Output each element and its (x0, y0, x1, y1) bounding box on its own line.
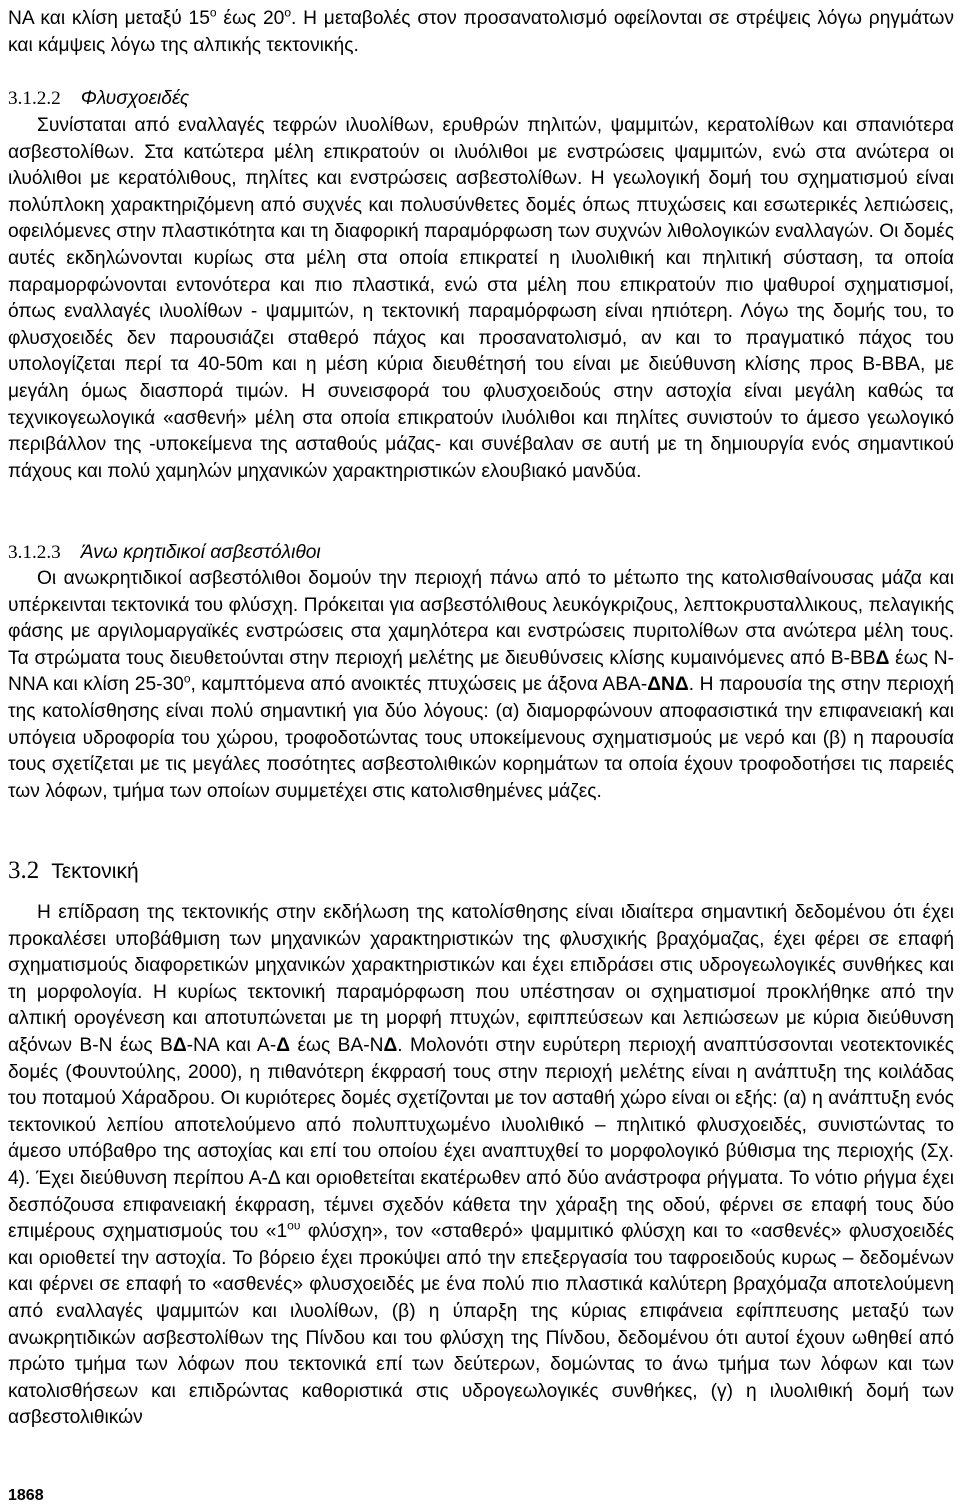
heading-number: 3.1.2.2 (8, 88, 61, 109)
paragraph-flysch-like: Συνίσταται από εναλλαγές τεφρών ιλυολίθων, ερυθρών πηλιτών, ψαμμιτών, κερατολίθων και σπανιότερα ασβεστολίθων. Στα κατώτερα μέλη επικρατούν οι ιλυόλιθοι με ενστρώσεις ψαμμιτών, ενώ στα ανώτερα οι ιλυόλιθοι με κερατόλιθους, πηλίτες και ενστρώσεις ασβεστολίθων. Η γεωλογική δομή του σχηματισμού είναι πολύπλοκη χαρακτηριζόμενη από συχνές και πολυσύνθετες δομές όπως πτυχώσεις και εσωτερικές λεπιώσεις, οφειλόμενες στην πλαστικότητα και τη διαφορική παραμόρφωση των συχνών λιθολογικών εναλλαγών. Οι δομές αυτές εκδηλώνονται κυρίως στα μέλη στα οποία επικρατεί η ιλυολιθική και πηλιτική σύσταση, τα οποία παραμορφώνονται εντονότερα και πιο πλαστικά, ενώ στα μέλη που επικρατούν πιο ψαθυροί σχηματισμοί, όπως εναλλαγές ιλυολίθων - ψαμμιτών, η τεκτονική παραμόρφωση είναι ηπιότερη. Λόγω της δομής του, το φλυσχοειδές δεν παρουσιάζει σταθερό πάχος και προσανατολισμό, αν και το πραγματικό πάχος του υπολογίζεται περί τα 40-50m και η μέση κύρια διευθέτησή του είναι με διεύθυνση κλίσης προς Β-ΒΒΑ, με μεγάλη όμως διασπορά τιμών. Η συνεισφορά του φλυσχοειδούς στην αστοχία είναι μεγάλη καθώς τα τεχνικογεωλογικά «ασθενή» μέλη στα οποία επικρατούν ιλυόλιθοι και πηλίτες συνιστούν το άμεσο γεωλογικό περιβάλλον της -υποκείμενα της ασταθούς μάζας- και συνέβαλαν σε αυτή με τη δημιουργία ενός σημαντικού πάχους και πολύ χαμηλών μηχανικών χαρακτηριστικών ελουβιακό μανδύα. (8, 115, 954, 482)
heading-number: 3.2 (8, 857, 40, 884)
paragraph-limestones: Οι ανωκρητιδικοί ασβεστόλιθοι δομούν την περιοχή πάνω από το μέτωπο της κατολισθαίνουσας μάζα και υπέρκεινται τεκτονικά του φλύσχη. Πρόκειται για ασβεστόλιθους λευκόγκριζους, λεπτοκρυσταλλικους, πελαγικής φάσης με αργιλομαργαϊκές ενστρώσεις στα χαμηλότερα και ενστρώσεις πυριτολίθων στα ανώτερα μέλη τους. Τα στρώματα τους διευθετούνται στην περιοχή μελέτης με διευθύνσεις κλίσης κυμαινόμενες από Β-ΒΒΔ έως Ν-ΝΝΑ και κλίση $25-30^o$, καμπτόμενα από ανοικτές πτυχώσεις με άξονα ΑΒΑ-ΔΝΔ. Η παρουσία της στην περιοχή της κατολίσθησης είναι πολύ σημαντική για δύο λόγους: (α) διαμορφώνουν αποφασιστικά την επιφανειακή και υπόγεια υδροφορία του χώρου, τροφοδοτώντας τους υποκείμενους σχηματισμούς με νερό και (β) η παρουσία τους σχετίζεται με τις μεγάλες ποσότητες ασβεστολιθικών κορημάτων τα οποία έχουν τροφοδοτήσει τις παρειές των λόφων, τμήμα των οποίων συμμετέχει στις κατολισθημένες μάζες. (8, 568, 955, 802)
heading-3-2 (8, 858, 139, 887)
page-number: 1868 (8, 1487, 44, 1504)
heading-3-1-2-2 (8, 86, 189, 113)
heading-title: Τεκτονική (51, 860, 139, 883)
top-fragment-paragraph: ΝΑ και κλίση μεταξύ $15^o$ έως $20^o$. Η μεταβολές στον προσανατολισμό οφείλονται σε στρέψεις λόγω ρηγμάτων και κάμψεις λόγω της αλπικής τεκτονικής. (8, 5, 954, 56)
heading-number: 3.1.2.3 (8, 542, 61, 563)
heading-3-1-2-3 (8, 540, 321, 567)
heading-title: Άνω κρητιδικοί ασβεστόλιθοι (80, 542, 321, 563)
heading-title: Φλυσχοειδές (80, 88, 190, 109)
paragraph-tectonics: Η επίδραση της τεκτονικής στην εκδήλωση της κατολίσθησης είναι ιδιαίτερα σημαντική δεδομένου ότι έχει προκαλέσει υποβάθμιση των μηχανικών χαρακτηριστικών της φλυσχικής βραχόμαζας, έχει φέρει σε επαφή σχηματισμούς διαφορετικών μηχανικών χαρακτηριστικών και έχει επιδράσει στις υδρογεωλογικές συνθήκες και τη μορφολογία. Η κυρίως τεκτονική παραμόρφωση που υπέστησαν οι σχηματισμοί προκλήθηκε από την αλπική ορογένεση και αποτυπώνεται με τη μορφή πτυχών, εφιππεύσεων και λεπιώσεων με κύρια διεύθυνση αξόνων Β-Ν έως ΒΔ-ΝΑ και Α-Δ έως ΒΑ-ΝΔ. Μολονότι στην ευρύτερη περιοχή αναπτύσσονται νεοτεκτονικές δομές (Φουντούλης, 2000), η πιθανότερη έκφρασή τους στην περιοχή μελέτης είναι η ανάπτυξη της κοιλάδας του ποταμού Χάραδρου. Οι κυριότερες δομές σχετίζονται με τον ασταθή χώρο είναι οι εξής: (α) η ανάπτυξη ενός τεκτονικού λεπίου αποτελούμενο από πολυπτυχωμένο ιλυολιθικό – πηλιτικό φλυσχοειδές, συνιστώντας το άμεσο υπόβαθρο της αστοχίας και επί του οποίου έχει αναπτυχθεί το μορφολογικό βύθισμα της περιοχής (Σχ. 4). Έχει διεύθυνση περίπου Α-Δ και οριοθετείται εκατέρωθεν από δύο ανάστροφα ρήγματα. Το νότιο ρήγμα έχει δεσπόζουσα επιφανειακή έκφραση, τέμνει σχεδόν κάθετα την χάραξη της οδού, φέρνει σε επαφή τους δύο επιμέρους σχηματισμούς του «$1^{o\upsilon}$ φλύσχη», τον «σταθερό» ψαμμιτικό φλύσχη και το «ασθενές» φλυσχοειδές και οριοθετεί την αστοχία. Το βόρειο έχει προκύψει από την επεξεργασία του ταφροειδούς κυρως – δεδομένων και φέρνει σε επαφή το «ασθενές» φλυσχοειδές με ένα πολύ πιο πλαστικά καλύτερη βραχόμαζα αποτελούμενη από εναλλαγές ψαμμιτών και ιλυολίθων, (β) η ύπαρξη της κύριας επιφάνεια εφίππευσης μεταξύ των ανωκρητιδικών ασβεστολίθων της Πίνδου και του φλύσχη της Πίνδου, δεδομένου ότι αυτοί έχουν ωθηθεί από πρώτο τμήμα των λόφων που τεκτονικά επί των δεύτερων, δομώντας το άνω τμήμα των λόφων και των κατολισθήσεων και επιδρώντας καθοριστικά στις υδρογεωλογικές συνθήκες, (γ) η ιλυολιθική δομή των ασβεστολιθικών (8, 902, 954, 1429)
